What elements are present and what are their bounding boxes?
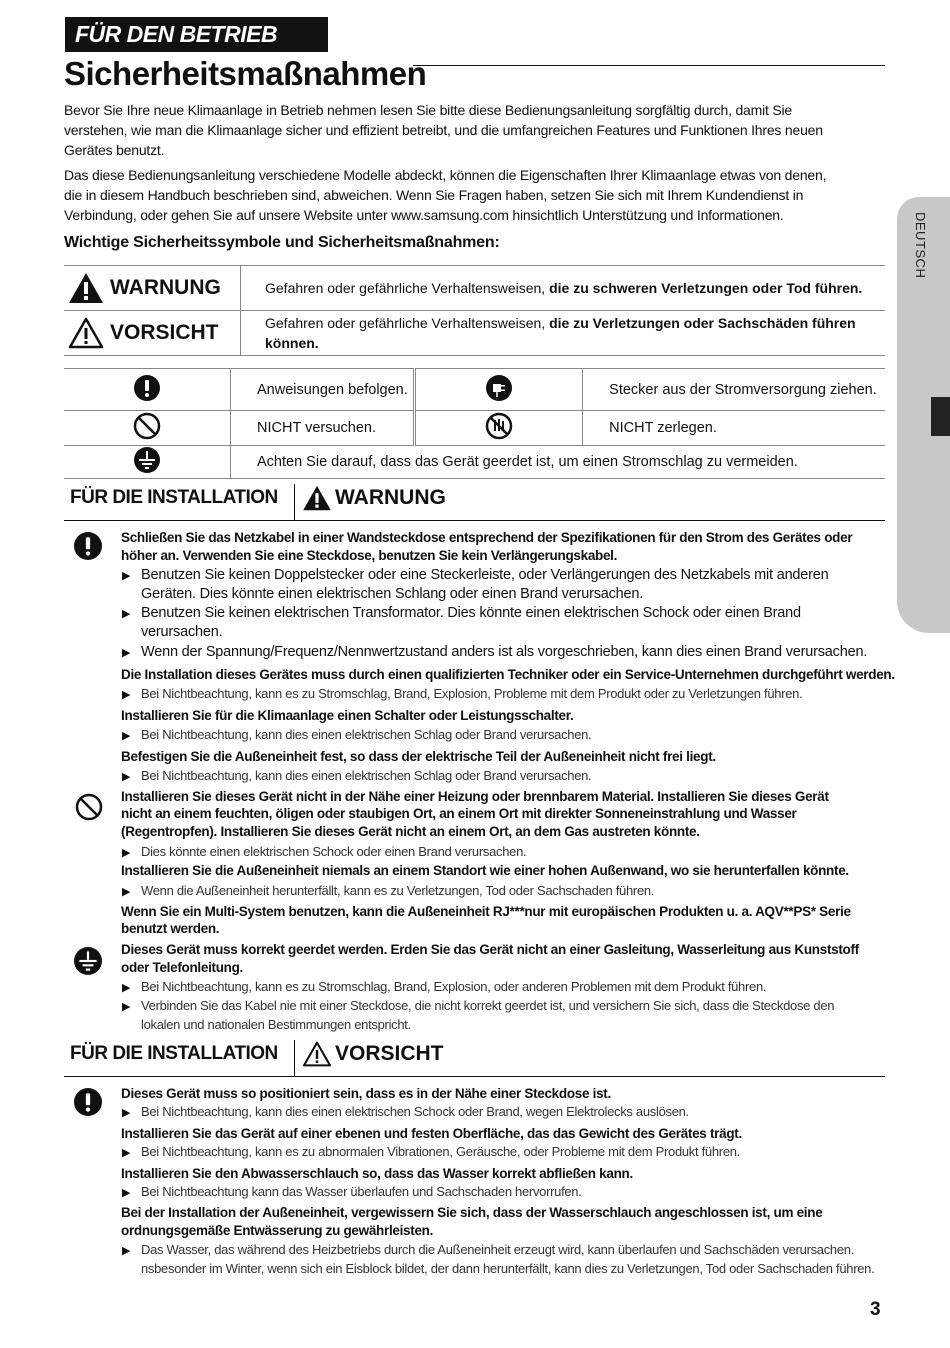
- instruction-note: Bei Nichtbeachtung, kann dies einen elektrischen Schlag oder Brand verursachen.: [141, 727, 592, 742]
- signal-desc-caution: Gefahren oder gefährliche Verhaltensweisen, die zu Verletzungen oder Sachschäden führen können.: [241, 311, 886, 356]
- caution-outline-icon: [302, 1041, 332, 1067]
- signal-word-table: [64, 265, 885, 356]
- instruction-note: Wenn die Außeneinheit herunterfällt, kann es zu Verletzungen, Tod oder Sachschaden führen.: [141, 883, 655, 898]
- bullet-arrow-icon: ▶: [122, 1187, 131, 1199]
- caution-outline-icon: [68, 317, 104, 349]
- bullet-arrow-icon: ▶: [122, 847, 131, 859]
- instruction-note: Bei Nichtbeachtung, kann es zu abnormalen Vibrationen, Geräusche, oder Probleme mit dem Produkt führen.: [141, 1144, 740, 1159]
- legend-ground: Achten Sie darauf, dass das Gerät geerdet ist, um einen Stromschlag zu vermeiden.: [231, 446, 886, 479]
- instruction-text: Die Installation dieses Gerätes muss durch einen qualifizierten Techniker oder ein Service-Unternehmen durchgeführt werden.: [121, 667, 895, 682]
- section-banner: FÜR DEN BETRIEB: [65, 17, 328, 52]
- instruction-text: Installieren Sie die Außeneinheit niemals an einem Standort wie einer hohen Außenwand, wo sie herunterfallen könnte.: [121, 863, 849, 878]
- instruction-text: (Regentropfen). Installieren Sie dieses Gerät nicht an einem Ort, an dem Gas austreten könnte.: [121, 824, 700, 839]
- exclamation-icon: [134, 375, 160, 401]
- instruction-note: Verbinden Sie das Kabel nie mit einer Steckdose, die nicht korrekt geerdet ist, und versichern Sie sich, dass die Steckdose den: [141, 998, 835, 1013]
- legend-no-disassemble: NICHT zerlegen.: [583, 411, 885, 446]
- instruction-text: Installieren Sie dieses Gerät nicht in der Nähe einer Heizung oder brennbarem Material. Installieren Sie dieses Gerät: [121, 789, 829, 804]
- signal-word-caution: VORSICHT: [110, 321, 219, 344]
- bullet-arrow-icon: ▶: [122, 1107, 131, 1119]
- instruction-text: Schließen Sie das Netzkabel in einer Wandsteckdose entsprechend der Spezifikationen für den Strom des Gerätes oder: [121, 530, 853, 545]
- bullet-arrow-icon: ▶: [122, 1245, 131, 1257]
- instruction-text: Installieren Sie den Abwasserschlauch so, dass das Wasser korrekt abfließen kann.: [121, 1166, 633, 1181]
- instruction-note: Bei Nichtbeachtung, kann es zu Stromschlag, Brand, Explosion, oder anderen Problemen mit dem Produkt führen.: [141, 979, 767, 994]
- instruction-note: verursachen.: [141, 624, 223, 640]
- bullet-arrow-icon: ▶: [122, 886, 131, 898]
- instruction-text: benutzt werden.: [121, 921, 220, 936]
- bullet-arrow-icon: ▶: [122, 730, 131, 742]
- bullet-arrow-icon: ▶: [122, 1147, 131, 1159]
- warning-filled-icon: [68, 272, 104, 304]
- exclamation-icon: [74, 1088, 102, 1116]
- instruction-text: Bei der Installation der Außeneinheit, vergewissern Sie sich, dass der Wasserschlauch angeschlossen ist, um eine: [121, 1205, 823, 1220]
- instruction-note: Bei Nichtbeachtung, kann es zu Stromschlag, Brand, Explosion, Probleme mit dem Produkt oder zu Verletzungen führen.: [141, 686, 803, 701]
- instruction-text: ordnungsgemäße Entwässerung zu gewährleisten.: [121, 1223, 434, 1238]
- bullet-arrow-icon: ▶: [122, 771, 131, 783]
- ground-icon: [134, 447, 160, 473]
- icon-legend-table: [64, 368, 885, 479]
- signal-word-warning: WARNUNG: [110, 276, 221, 299]
- instruction-text: nicht an einem feuchten, öligen oder staubigen Ort, an einem Ort mit direkter Sonneneinstrahlung und Wasser: [121, 806, 797, 821]
- bullet-arrow-icon: ▶: [122, 570, 131, 582]
- legend-do-not: NICHT versuchen.: [231, 411, 415, 446]
- exclamation-icon: [74, 532, 102, 560]
- signal-desc-warning: Gefahren oder gefährliche Verhaltensweisen, die zu schweren Verletzungen oder Tod führen.: [241, 266, 886, 311]
- prohibited-icon: [133, 412, 161, 440]
- legend-follow: Anweisungen befolgen.: [231, 369, 415, 411]
- instruction-note: Wenn der Spannung/Frequenz/Nennwertzustand anders ist als vorgeschrieben, kann dies einen Brand verursachen.: [141, 644, 868, 660]
- instruction-text: Installieren Sie für die Klimaanlage einen Schalter oder Leistungsschalter.: [121, 708, 574, 723]
- install-warning-heading: FÜR DIE INSTALLATION WARNUNG: [64, 484, 885, 521]
- instruction-note: nsbesonder im Winter, wenn sich ein Eisblock bildet, der dann herunterfällt, kann dies zu Verletzungen, Tod oder Sachschaden führen.: [141, 1261, 875, 1276]
- page-title: Sicherheitsmaßnahmen: [64, 55, 427, 92]
- instruction-text: Dieses Gerät muss so positioniert sein, dass es in der Nähe einer Steckdose ist.: [121, 1086, 611, 1101]
- warning-filled-icon: [302, 485, 332, 511]
- prohibited-icon: [75, 793, 103, 821]
- bullet-arrow-icon: ▶: [122, 647, 131, 659]
- page-number: 3: [870, 1299, 881, 1320]
- symbols-heading: Wichtige Sicherheitssymbole und Sicherheitsmaßnahmen:: [64, 234, 500, 251]
- instruction-note: Geräten. Dies könnte einen elektrischen Schlang oder einen Brand verursachen.: [141, 586, 644, 602]
- side-tab-marker: [931, 397, 950, 436]
- no-disassemble-icon: [485, 412, 513, 440]
- intro-paragraph-1: Bevor Sie Ihre neue Klimaanlage in Betrieb nehmen lesen Sie bitte diese Bedienungsanleitung sorgfältig durch, damit Sie verstehen, wie man die Klimaanlage sicher und effizient betreibt, und die umfangreichen Features und Funktionen Ihres neuen Gerätes benutzt.: [64, 102, 823, 158]
- instruction-note: Bei Nichtbeachtung, kann dies einen elektrischen Schock oder Brand, wegen Elektrolecks auslösen.: [141, 1104, 689, 1119]
- unplug-icon: [486, 375, 512, 401]
- bullet-arrow-icon: ▶: [122, 1001, 131, 1013]
- bullet-arrow-icon: ▶: [122, 982, 131, 994]
- signal-row-warning: [64, 266, 885, 311]
- install-caution-heading: FÜR DIE INSTALLATION VORSICHT: [64, 1040, 885, 1077]
- instruction-note: Bei Nichtbeachtung, kann dies einen elektrischen Schlag oder Brand verursachen.: [141, 768, 592, 783]
- instruction-note: Benutzen Sie keinen elektrischen Transformator. Dies könnte einen elektrischen Schock oder einen Brand: [141, 605, 801, 621]
- legend-unplug: Stecker aus der Stromversorgung ziehen.: [583, 369, 885, 411]
- instruction-text: oder Telefonleitung.: [121, 960, 243, 975]
- bullet-arrow-icon: ▶: [122, 689, 131, 701]
- instruction-note: lokalen und nationalen Bestimmungen entspricht.: [141, 1017, 411, 1032]
- instruction-text: Dieses Gerät muss korrekt geerdet werden. Erden Sie das Gerät nicht an einer Gasleitung, Wasserleitung aus Kunststoff: [121, 942, 859, 957]
- bullet-arrow-icon: ▶: [122, 608, 131, 620]
- instruction-text: Befestigen Sie die Außeneinheit fest, so dass der elektrische Teil der Außeneinheit nicht frei liegt.: [121, 749, 716, 764]
- instruction-note: Bei Nichtbeachtung kann das Wasser überlaufen und Sachschaden hervorrufen.: [141, 1184, 582, 1199]
- instruction-text: höher an. Verwenden Sie eine Steckdose, benutzen Sie kein Verlängerungskabel.: [121, 548, 618, 563]
- instruction-note: Benutzen Sie keinen Doppelstecker oder eine Steckerleiste, oder Verlängerungen des Netzkabels mit anderen: [141, 567, 829, 583]
- ground-icon: [74, 947, 102, 975]
- instruction-note: Das Wasser, das während des Heizbetriebs durch die Außeneinheit erzeugt wird, kann überlaufen und Sachschäden verursachen.: [141, 1242, 855, 1257]
- signal-row-caution: [64, 311, 885, 356]
- side-tab-label: DEUTSCH: [913, 212, 928, 279]
- intro-paragraph-2: Das diese Bedienungsanleitung verschiedene Modelle abdeckt, können die Eigenschaften Ihrer Klimaanlage etwas von denen, die in diesem Handbuch beschrieben sind, abweichen. Wenn Sie Fragen haben, setzen Sie sich mit Ihrem Kundendienst in Verbindung, oder gehen Sie auf unsere Website unter www.samsung.com hinsichtlich Unterstützung und Informationen.: [64, 167, 827, 223]
- instruction-note: Dies könnte einen elektrischen Schock oder einen Brand verursachen.: [141, 844, 527, 859]
- title-rule: [413, 65, 885, 66]
- instruction-text: Installieren Sie das Gerät auf einer ebenen und festen Oberfläche, das das Gewicht des Gerätes trägt.: [121, 1126, 742, 1141]
- instruction-text: Wenn Sie ein Multi-System benutzen, kann die Außeneinheit RJ***nur mit europäischen Produkten u. a. AQV**PS* Serie: [121, 904, 851, 919]
